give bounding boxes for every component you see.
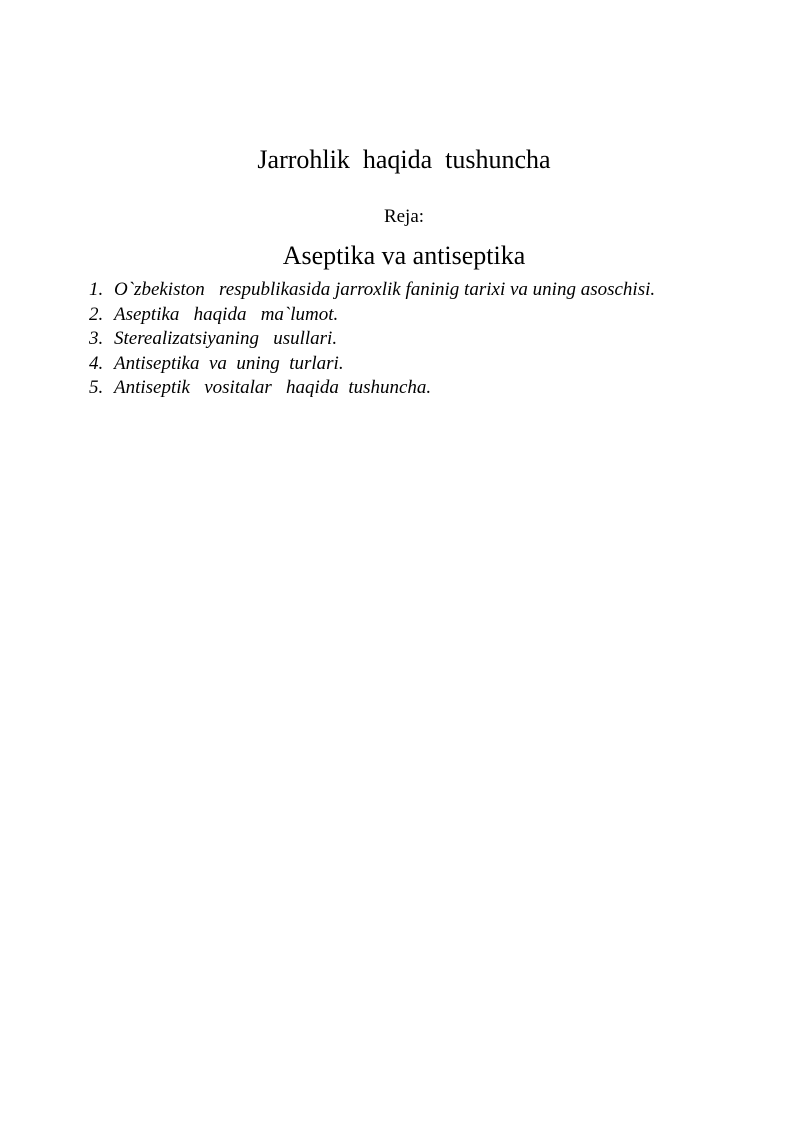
list-item-text: Antiseptik vositalar haqida tushuncha. (114, 377, 432, 398)
list-item (89, 327, 655, 352)
list-item (89, 352, 655, 377)
list-item-number: 2. (89, 303, 104, 325)
list-item-text: Antiseptika va uning turlari. (114, 352, 344, 374)
list-item-number: 5. (89, 377, 104, 398)
list-item-text: O`zbekiston respublikasida jarroxlik faninig tarixi va uning asoschisi. (114, 279, 656, 300)
plan-heading-text: Reja: (383, 206, 425, 227)
list-item-number: 3. (89, 328, 104, 349)
list-item-text: Aseptika haqida ma`lumot. (114, 303, 339, 325)
list-item-number: 4. (89, 352, 104, 374)
list-item (89, 303, 655, 328)
title-line-1: Jarrohlik haqida tushuncha (257, 145, 551, 174)
list-item (89, 278, 655, 303)
plan-list (89, 278, 655, 401)
list-item (89, 376, 655, 401)
plan-heading (0, 205, 800, 229)
list-item-text: Sterealizatsiyaning usullari. (114, 328, 338, 349)
list-item-number: 1. (89, 279, 104, 300)
title-line-2: Aseptika va antiseptika (282, 241, 526, 270)
